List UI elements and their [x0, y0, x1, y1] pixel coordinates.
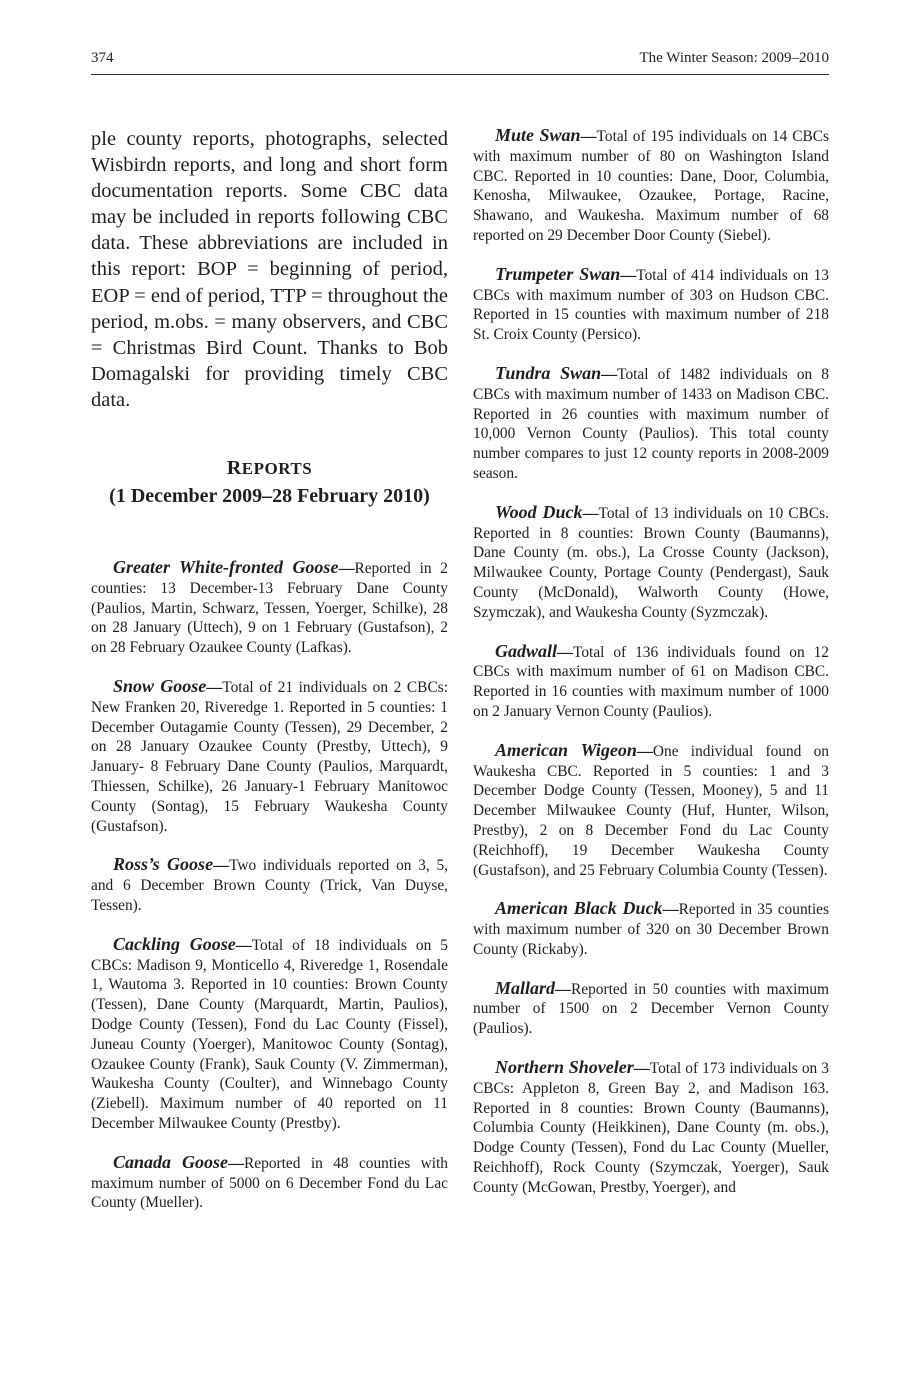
- species-text: Two individuals reported on 3, 5, and 6 December Brown County (Trick, Van Duyse, Tessen).: [91, 857, 449, 914]
- species-entry: [473, 899, 829, 959]
- species-entry: [473, 979, 829, 1039]
- species-text: Total of 414 individuals on 13 CBCs with maximum number of 303 on Hudson CBC. Reported in 15 counties with maximum number of 218 St. Croix County (Persico).: [473, 266, 830, 344]
- species-text: Reported in 48 counties with maximum number of 5000 on 6 December Fond du Lac County (Mueller).: [91, 1154, 448, 1212]
- species-name: American Wigeon: [495, 739, 637, 760]
- species-separator: —: [555, 980, 572, 998]
- species-name: Cackling Goose: [113, 933, 236, 954]
- species-name: Wood Duck: [495, 501, 583, 522]
- species-text: Total of 195 individuals on 14 CBCs with maximum number of 80 on Washington Island CBC. Reported in 10 counties: Dane, Door, Columbia, Kenosha, Milwaukee, Ozaukee, Portage, Racine, Shawano, and Waukesha. Maximum number of 68 reported on 29 December Door County (Siebel).: [473, 128, 829, 244]
- left-column: [91, 126, 448, 1232]
- species-entry: [91, 855, 448, 915]
- species-text: Reported in 50 counties with maximum number of 1500 on 2 December Vernon County (Paulios).: [473, 980, 829, 1038]
- species-separator: —: [633, 1060, 650, 1078]
- species-entry: [473, 741, 829, 881]
- species-separator: —: [662, 901, 679, 919]
- species-separator: —: [557, 643, 574, 661]
- species-text: Total of 136 individuals found on 12 CBCs with maximum number of 61 on Madison CBC. Reported in 16 counties with maximum number of 1000 on 2 January Vernon County (Paulios).: [473, 643, 829, 720]
- species-text: Total of 18 individuals on 5 CBCs: Madison 9, Monticello 4, Riveredge 1, Rosendale 1, Wautoma 3. Reported in 10 counties: Brown County (Tessen), Dane County (Marquardt, Martin, Paulios), Dodge County (Tessen), Fond du Lac County (Fissel), Juneau County (Yoerger), Manitowoc County (Sontag), Ozaukee County (Frank), Sauk County (V. Zimmerman), Waukesha County (Coulter), and Winnebago County (Ziebell). Maximum number of 40 reported on 11 December Milwaukee County (Prestby).: [91, 936, 448, 1132]
- species-entry: [91, 1153, 448, 1213]
- species-name: American Black Duck: [495, 898, 663, 919]
- reports-heading: [91, 455, 448, 510]
- species-entry: [473, 503, 829, 623]
- species-entry: [473, 126, 829, 246]
- species-text: Reported in 2 counties: 13 December-13 February Dane County (Paulios, Martin, Schwarz, Tessen, Yoerger, Schilke), 28 on 28 January (Uttech), 9 on 1 February (Gustafson), 2 on 28 February Ozaukee County (Lafkas).: [91, 560, 448, 657]
- species-entry: [91, 935, 448, 1134]
- species-name: Ross’s Goose: [113, 854, 214, 875]
- reports-title-rest: EPORTS: [241, 459, 313, 479]
- species-entry: [473, 1058, 829, 1198]
- species-separator: —: [206, 679, 223, 697]
- species-name: Mallard: [495, 977, 556, 998]
- species-name: Tundra Swan: [495, 362, 602, 383]
- species-text: Total of 13 individuals on 10 CBCs. Reported in 8 counties: Brown County (Baumanns), Dane County (m. obs.), La Crosse County (Jackson), Milwaukee County, Portage County (Pendergast), Sauk County (McDonald), Walworth County (Howe, Szymczak), and Waukesha County (Syzmczak).: [473, 504, 829, 621]
- species-name: Northern Shoveler: [495, 1057, 634, 1078]
- species-entry: [473, 642, 829, 722]
- species-separator: —: [228, 1154, 245, 1172]
- species-separator: —: [636, 742, 653, 760]
- species-text: Total of 173 individuals on 3 CBCs: Appleton 8, Green Bay 2, and Madison 163. Reported in 8 counties: Brown County (Baumanns), Columbia County (Heikkinen), Dane County (m. obs.), Dodge County (Tessen), Fond du Lac County (Mueller, Reichhoff), Rock County (Szymczak, Yoerger), Sauk County (McGowan, Prestby, Yoerger), and: [473, 1060, 829, 1196]
- reports-title-initial: R: [226, 457, 242, 480]
- species-separator: —: [580, 128, 597, 145]
- species-name: Greater White-fronted Goose: [113, 557, 339, 578]
- species-text: Reported in 35 counties with maximum number of 320 on 30 December Brown County (Rickaby).: [473, 901, 830, 958]
- species-text: Total of 21 individuals on 2 CBCs: New Franken 20, Riveredge 1. Reported in 5 counties: 1 December Outagamie County (Tessen), 29 December, 2 on 28 January Ozaukee County (Prestby, Uttech), 9 January- 8 February Dane County (Paulios, Marquardt, Thiessen, Schilke), 26 January-1 February Manitowoc County (Sontag), 15 February Waukesha County (Gustafson).: [91, 679, 448, 835]
- species-separator: —: [601, 365, 618, 383]
- species-entry: [91, 677, 448, 836]
- left-entries: [91, 558, 448, 1213]
- species-text: One individual found on Waukesha CBC. Reported in 5 counties: 1 and 3 December Dodge County (Tessen, Mooney), 5 and 11 December Milwaukee County (Huf, Hunter, Wilson, Prestby), 2 on 8 December Fond du Lac County (Reichhoff), 19 December Waukesha County (Gustafson), and 25 February Columbia County (Tessen).: [473, 742, 829, 879]
- species-separator: —: [338, 560, 355, 578]
- species-separator: —: [235, 936, 252, 954]
- species-name: Mute Swan: [495, 125, 581, 145]
- species-separator: —: [582, 504, 599, 522]
- running-title: The Winter Season: 2009–2010: [639, 50, 829, 66]
- species-text: Total of 1482 individuals on 8 CBCs with maximum number of 1433 on Madison CBC. Reported in 26 counties with maximum number of 10,000 Vernon County (Paulios). This total county number compares to just 12 county reports in 2008-2009 season.: [473, 365, 830, 482]
- species-name: Trumpeter Swan: [495, 263, 621, 284]
- page-number: 374: [91, 50, 114, 66]
- intro-paragraph: ple county reports, photographs, selected Wisbirdn reports, and long and short form documentation reports. Some CBC data may be included in reports following CBC data. These abbreviations are included in this report: BOP = beginning of period, EOP = end of period, TTP = throughout the period, m.obs. = many observers, and CBC = Christmas Bird Count. Thanks to Bob Domagalski for providing timely CBC data.: [91, 128, 448, 411]
- species-separator: —: [620, 266, 637, 284]
- reports-title: [91, 455, 448, 482]
- species-name: Canada Goose: [113, 1151, 229, 1172]
- right-entries: [473, 126, 829, 1217]
- species-name: Snow Goose: [113, 676, 207, 697]
- species-entry: [91, 558, 448, 658]
- reports-dates: (1 December 2009–28 February 2010): [109, 485, 430, 508]
- species-name: Gadwall: [495, 640, 558, 661]
- page-header: [91, 50, 829, 75]
- species-entry: [473, 364, 829, 484]
- species-separator: —: [213, 857, 230, 875]
- species-entry: [473, 265, 829, 345]
